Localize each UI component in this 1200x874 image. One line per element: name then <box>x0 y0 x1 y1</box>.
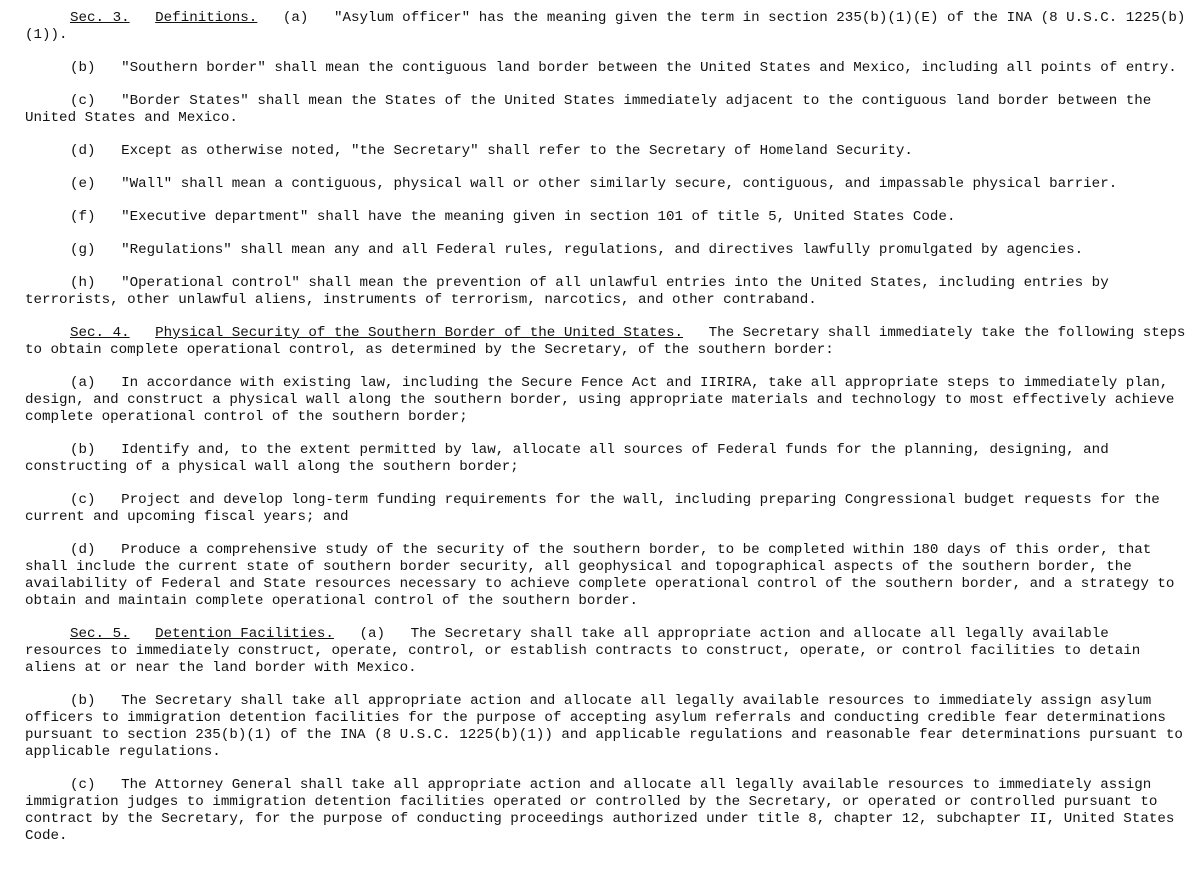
sec4-para-a <box>25 375 1190 426</box>
sec5-para-a-text: The Secretary shall take all appropriate action and allocate all legally available resources to immediately construct, operate, control, or establish contracts to construct, operate, or control facilities to detain aliens at or near the land border with Mexico. <box>25 626 1141 676</box>
sec5-para-b-text: The Secretary shall take all appropriate action and allocate all legally available resources to immediately assign asylum officers to immigration detention facilities for the purpose of accepting asylum referrals and conducting credible fear determinations pursuant to section 235(b)(1) of the INA (8 U.S.C. 1225(b)(1)) and applicable regulations and reasonable fear determinations pursuant to applicable regulations. <box>25 693 1183 760</box>
sec4-para-d-label: (d) <box>70 542 96 558</box>
sec4-label: Sec. 4. <box>70 325 130 341</box>
sec3-para-f-label: (f) <box>70 209 96 225</box>
sec3-para-c-label: (c) <box>70 93 96 109</box>
sec3-para-f-text: "Executive department" shall have the meaning given in section 101 of title 5, United States Code. <box>121 209 956 225</box>
sec5-para-c-text: The Attorney General shall take all appropriate action and allocate all legally available resources to immediately assign immigration judges to immigration detention facilities operated or controlled by the Secretary, or operated or controlled pursuant to contract by the Secretary, for the purpose of conducting proceedings authorized under title 8, chapter 12, subchapter II, United States Code. <box>25 777 1175 844</box>
sec5-heading-para <box>25 626 1190 677</box>
sec4-para-b-text: Identify and, to the extent permitted by law, allocate all sources of Federal funds for the planning, designing, and constructing of a physical wall along the southern border; <box>25 442 1109 475</box>
sec3-para-b-text: "Southern border" shall mean the contiguous land border between the United States and Mexico, including all points of entry. <box>121 60 1177 76</box>
sec4-para-a-label: (a) <box>70 375 96 391</box>
sec4-para-d-text: Produce a comprehensive study of the security of the southern border, to be completed within 180 days of this order, that shall include the current state of southern border security, all geophysical and topographical aspects of the southern border, the availability of Federal and State resources necessary to achieve complete operational control of the southern border, and a strategy to obtain and maintain complete operational control of the southern border. <box>25 542 1175 609</box>
sec5-label: Sec. 5. <box>70 626 130 642</box>
sec4-para-a-text: In accordance with existing law, including the Secure Fence Act and IIRIRA, take all appropriate steps to immediately plan, design, and construct a physical wall along the southern border, using appropriate materials and technology to most effectively achieve complete operational control of the southern border; <box>25 375 1175 425</box>
sec5-para-b <box>25 693 1190 761</box>
sec3-para-a-label: (a) <box>282 10 309 26</box>
sec3-para-h-label: (h) <box>70 275 96 291</box>
sec3-para-a-text: "Asylum officer" has the meaning given the term in section 235(b)(1)(E) of the INA (8 U.S.C. 1225(b)(1)). <box>25 10 1186 43</box>
sec3-para-h <box>25 275 1190 309</box>
sec3-para-d-text: Except as otherwise noted, "the Secretary" shall refer to the Secretary of Homeland Security. <box>121 143 913 159</box>
sec5-heading: Detention Facilities. <box>155 626 334 642</box>
sec4-para-c-label: (c) <box>70 492 96 508</box>
sec5-para-a-label: (a) <box>359 626 386 642</box>
sec4-para-c-text: Project and develop long-term funding requirements for the wall, including preparing Congressional budget requests for the current and upcoming fiscal years; and <box>25 492 1160 525</box>
sec4-para-b-label: (b) <box>70 442 96 458</box>
sec4-para-c <box>25 492 1190 526</box>
sec3-para-g-text: "Regulations" shall mean any and all Federal rules, regulations, and directives lawfully promulgated by agencies. <box>121 242 1084 258</box>
sec3-para-b-label: (b) <box>70 60 96 76</box>
sec3-para-h-text: "Operational control" shall mean the prevention of all unlawful entries into the United States, including entries by terrorists, other unlawful aliens, instruments of terrorism, narcotics, and other contraband. <box>25 275 1109 308</box>
sec3-para-c-text: "Border States" shall mean the States of the United States immediately adjacent to the contiguous land border between the United States and Mexico. <box>25 93 1152 126</box>
sec3-para-e-text: "Wall" shall mean a contiguous, physical wall or other similarly secure, contiguous, and impassable physical barrier. <box>121 176 1118 192</box>
sec5-para-b-label: (b) <box>70 693 96 709</box>
sec3-para-d-label: (d) <box>70 143 96 159</box>
sec3-para-d <box>25 143 1190 160</box>
sec4-para-d <box>25 542 1190 610</box>
sec3-para-e-label: (e) <box>70 176 96 192</box>
sec3-para-g <box>25 242 1190 259</box>
sec4-intro: The Secretary shall immediately take the following steps to obtain complete operational control, as determined by the Secretary, of the southern border: <box>25 325 1186 358</box>
sec4-para-b <box>25 442 1190 476</box>
document-page <box>25 10 1190 861</box>
sec3-para-c <box>25 93 1190 127</box>
sec3-para-b <box>25 60 1190 77</box>
sec3-para-f <box>25 209 1190 226</box>
sec4-heading: Physical Security of the Southern Border of the United States. <box>155 325 684 341</box>
sec3-heading: Definitions. <box>155 10 258 26</box>
sec3-label: Sec. 3. <box>70 10 130 26</box>
sec5-para-c-label: (c) <box>70 777 96 793</box>
sec3-heading-para <box>25 10 1190 44</box>
sec4-heading-para <box>25 325 1190 359</box>
sec3-para-e <box>25 176 1190 193</box>
sec3-para-g-label: (g) <box>70 242 96 258</box>
sec5-para-c <box>25 777 1190 845</box>
